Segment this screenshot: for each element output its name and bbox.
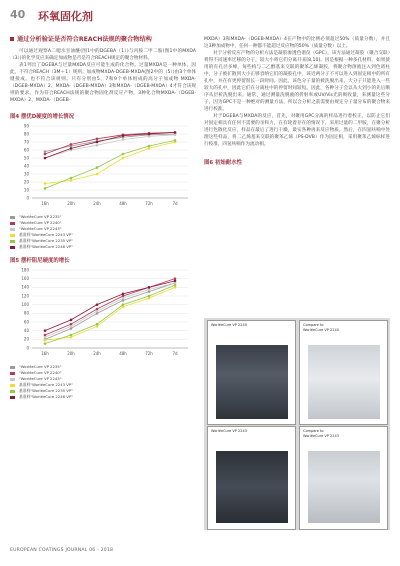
legend-label: 基准样"WorléeCure 2246 VP" [19, 394, 73, 399]
y-tick-label: 100 [21, 302, 29, 308]
data-point [122, 303, 125, 306]
y-tick-label: 120 [21, 293, 29, 299]
legend-label: "WorléeCure VP 2240" [19, 370, 62, 375]
legend-swatch [10, 222, 15, 225]
figure4-caption: 图4 摆优D硬度的增长情况 [10, 114, 75, 120]
data-point [70, 179, 73, 182]
legend-label: 基准样"WorléeCure 2235 VP" [19, 238, 73, 243]
y-tick-label: 20 [23, 336, 29, 342]
x-tick-label: 7d [172, 201, 178, 206]
data-point [44, 329, 47, 332]
series-line [45, 283, 175, 337]
data-point [44, 187, 47, 190]
data-point [96, 310, 99, 313]
data-point [44, 336, 47, 339]
x-tick-label: 72h [145, 201, 153, 206]
water-test-panel [207, 426, 296, 530]
data-point [44, 342, 47, 345]
data-point [44, 339, 47, 342]
y-tick-label: 40 [23, 163, 29, 169]
data-point [174, 280, 177, 283]
data-point [148, 145, 151, 148]
legend-label: 基准样"WorléeCure 2235 VP" [19, 388, 73, 393]
water-test-panel [299, 320, 388, 425]
panel-label: Compare to WorléeCure VP 2243 [303, 429, 339, 438]
y-tick-label: 90 [23, 123, 29, 129]
data-point [174, 139, 177, 142]
legend-label: 基准样"WorléeCure 2243 VP" [19, 232, 73, 237]
test-sample-strip [308, 345, 380, 419]
legend-swatch [10, 396, 15, 399]
data-point [174, 131, 177, 134]
y-tick-label: 180 [21, 267, 29, 273]
x-tick-label: 20h [67, 201, 75, 206]
legend-swatch [10, 390, 15, 393]
paragraph: MXDA）3和MXDA-（DGEB-MXDA）4在产物中的比例必须超过50%（质量分数），并且这3种加成物中，任何一种都不能超过反应物的50%（质量分数）以上。 [204, 37, 390, 49]
panel-label: WorléeCure VP 2240 [211, 323, 247, 327]
legend-label: "WorléeCure VP 2235" [19, 214, 62, 219]
test-sample-strip [216, 345, 288, 419]
x-tick-label: 72h [145, 351, 153, 356]
y-tick-label: 40 [23, 328, 29, 334]
test-sample-strip [216, 451, 288, 523]
x-tick-label: 48h [119, 201, 127, 206]
x-tick-label: 24h [93, 351, 101, 356]
legend-swatch [10, 372, 15, 375]
paragraph: 表1列出了DGEBA与过量MXDA反应可能生成的化合物。过量MXDA是一种单体。因此，不符合REACH（3M＋1）规则。加成物MXDA-DGEB-MXDA(图2中的（5）)由3个单体键接成。也不符合该规则。只有分别由5、7和9个单体组成的高分子加成物 MXDA-（DGEB-MXDA）2、MXDA-（DGEB-MXDA）3和MXDA-（DGEB-MXDA）4才符合该规则的要求。作为符合REACH法规的聚合物固化剂反应产物，3种化合物MXDA-（DGEB-MXDA）2、MXDA-（DGEB- [10, 63, 196, 103]
data-point [70, 325, 73, 328]
section-heading: 通过分析验证是否符合REACH法规的聚合物结构 [10, 36, 196, 44]
data-point [44, 150, 47, 153]
y-tick-label: 0 [26, 345, 29, 351]
x-tick-label: 16h [41, 351, 49, 356]
figure5-caption: 图5 摆杆阻尼硬度的增长 [10, 258, 70, 264]
right-column [204, 36, 390, 166]
series-line [45, 281, 175, 331]
y-tick-label: 60 [23, 147, 29, 153]
data-point [122, 297, 125, 300]
y-tick-label: 10 [23, 187, 29, 193]
x-tick-label: 48h [119, 351, 127, 356]
data-point [148, 286, 151, 289]
data-point [96, 138, 99, 141]
paragraph: 对于分析反应产物的分析方法是凝胶渗透色谱仪（GPC），该方法通过凝胶（聚合交联）将得不同速率迁移的分子，较大小将它们分离开来[8,10]。因是根据一种多孔材料，如果使用的有孔径多峰，每些构与二乙醇基来交联的聚苯乙烯凝胶，将聚合物溶液注入到色谱柱中，分子被扩散到大小正够容纳它们的凝胶孔中，该近两分子不可以进入到固定相中的所有孔中，并在有更停留很长一段时间。因此，该色分子量的被洗脱出来，大分子只能进入一些较大的孔中，因此它们在分离柱中的停留时间较短。因此，各种分子会以从大到小的先后顺序从层析洗脱出来。通常，通过测量洗脱液的折射率或UV/Vis光的吸收量，来测量这些分子。因为GPC不是一种绝对的测量方法，所以合分析之前需要由规定分子量分布的聚合物来进行校准。 [204, 51, 390, 112]
data-point [70, 147, 73, 150]
figure5-chart [10, 264, 196, 360]
figure4-chart [10, 120, 196, 210]
y-tick-label: 160 [21, 276, 29, 282]
data-point [122, 138, 125, 141]
water-test-panel [207, 320, 296, 425]
data-point [122, 293, 125, 296]
legend-label: 基准样"WorléeCure 2246 VP" [19, 244, 73, 249]
legend-swatch [10, 384, 15, 387]
figure6-caption: 图6 初始耐水性 [204, 160, 242, 166]
data-point [148, 295, 151, 298]
paragraph: 可以通过观察A二噁水甘油醚(图1中的DGEBA（1）)与丙胺二甲二胺(图1中的MXDA（3）)的化学反应来确定加成物是否是符合REACH规定的聚合物材料。 [10, 49, 196, 61]
paragraph: 对于DGEBA与MXDA的反应，首先，对聚用GPC分离的样品进行着校正，以防止它们对固定相具有任何不需要的亲和力，在有轮着存在的情况下，采用过量的二甲胺，在聚分析进行色散化反应，样品在最后了进行干燥，最实各种再来反应物质。然后，在四氢呋喃中处理这些样品，将二乙烯基来交联的聚苯乙烯（PS-DVB）作为固定相，采用聚苯乙烯标样进行校准，四氢呋喃作为流动相。 [204, 114, 390, 147]
y-tick-label: 20 [23, 179, 29, 185]
data-point [122, 134, 125, 137]
data-point [96, 141, 99, 144]
left-column [10, 36, 196, 400]
series-line [45, 287, 175, 340]
x-tick-label: 24h [93, 201, 101, 206]
data-point [44, 153, 47, 156]
data-point [96, 303, 99, 306]
y-tick-label: 0 [26, 195, 29, 201]
data-point [44, 182, 47, 185]
legend-swatch [10, 228, 15, 231]
series-line [45, 285, 175, 344]
data-point [148, 133, 151, 136]
y-tick-label: 50 [23, 155, 29, 161]
figure5-legend [10, 364, 196, 400]
data-point [70, 143, 73, 146]
data-point [122, 157, 125, 160]
figure4-legend [10, 214, 196, 250]
test-sample-strip [308, 451, 380, 523]
legend-swatch [10, 216, 15, 219]
data-point [122, 153, 125, 156]
data-point [70, 334, 73, 337]
data-point [148, 135, 151, 138]
x-tick-label: 16h [41, 201, 49, 206]
legend-label: "WorléeCure VP 2243" [19, 226, 62, 231]
legend-label: "WorléeCure VP 2240" [19, 220, 62, 225]
y-tick-label: 70 [23, 139, 29, 145]
series-line [45, 142, 175, 184]
legend-label: "WorléeCure VP 2235" [19, 364, 62, 369]
data-point [148, 147, 151, 150]
legend-entry [10, 394, 196, 400]
bullet-icon [10, 37, 14, 41]
section-title: 环氧固化剂 [38, 10, 93, 23]
legend-swatch [10, 378, 15, 381]
y-tick-label: 80 [23, 310, 29, 316]
legend-swatch [10, 234, 15, 237]
footer: EUROPEAN COATINGS JOURNAL 06 - 2018 [10, 548, 114, 553]
data-point [174, 134, 177, 137]
x-tick-label: 20h [67, 351, 75, 356]
figure6-image [204, 318, 390, 530]
data-point [70, 319, 73, 322]
legend-swatch [10, 240, 15, 243]
y-tick-label: 60 [23, 319, 29, 325]
y-tick-label: 80 [23, 131, 29, 137]
series-line [45, 283, 175, 339]
y-tick-label: 30 [23, 171, 29, 177]
legend-swatch [10, 366, 15, 369]
page-number: 40 [10, 8, 26, 21]
x-tick-label: 7d [172, 351, 178, 356]
y-tick-label: 140 [21, 284, 29, 290]
data-point [96, 173, 99, 176]
data-point [44, 157, 47, 160]
data-point [70, 177, 73, 180]
legend-label: "WorléeCure VP 2243" [19, 376, 62, 381]
data-point [96, 166, 99, 169]
data-point [96, 144, 99, 147]
water-test-panel [299, 426, 388, 530]
legend-swatch [10, 246, 15, 249]
legend-label: 基准样"WorléeCure 2243 VP" [19, 382, 73, 387]
data-point [174, 284, 177, 287]
panel-label: Compare to WorléeCure VP 2240 [303, 323, 339, 332]
panel-label: WorléeCure VP 2243 [211, 429, 247, 433]
data-point [96, 323, 99, 326]
